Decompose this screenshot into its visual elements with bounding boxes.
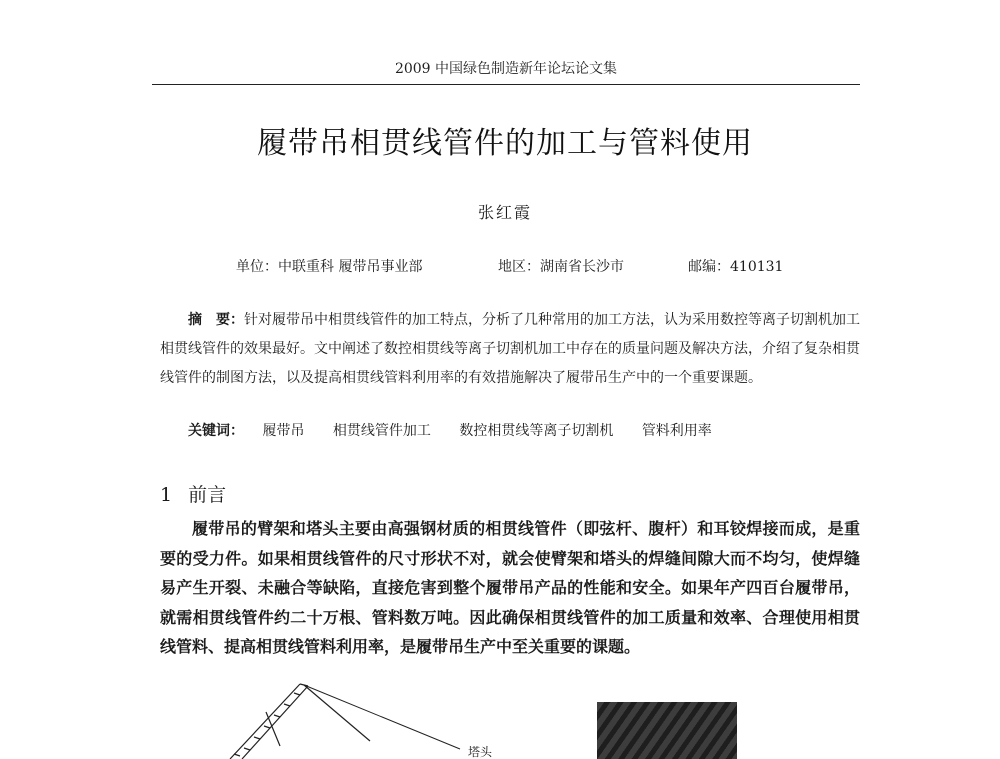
section-title: 前言 <box>188 484 227 506</box>
keyword-item: 相贯线管件加工 <box>332 423 431 439</box>
keywords <box>188 420 868 440</box>
crane-cable <box>304 685 370 741</box>
keywords-label: 关键词： <box>188 423 244 439</box>
running-header <box>152 58 860 85</box>
affiliation-postcode: 邮编：410131 <box>688 259 784 275</box>
crane-boom-line <box>230 684 300 759</box>
affiliation-unit: 单位：中联重科 履带吊事业部 <box>236 259 423 275</box>
crane-cable <box>304 685 460 749</box>
abstract-label: 摘 要： <box>188 312 244 328</box>
keyword-item: 数控相贯线等离子切割机 <box>459 423 614 439</box>
abstract <box>160 306 860 393</box>
section-number: 1 <box>160 484 173 506</box>
figure-label: 塔头 <box>468 745 493 759</box>
author-name: 张红霞 <box>477 203 532 222</box>
crane-mast <box>266 712 280 746</box>
crane-figure <box>220 676 520 759</box>
running-header-text: 2009 中国绿色制造新年论坛论文集 <box>394 61 618 77</box>
crane-lattice <box>234 693 300 756</box>
figure-photo <box>597 702 737 759</box>
paper-title: 履带吊相贯线管件的加工与管料使用 <box>257 126 753 161</box>
abstract-text: 针对履带吊中相贯线管件的加工特点，分析了几种常用的加工方法，认为采用数控等离子切割机加工相贯线管件的效果最好。文中阐述了数控相贯线等离子切割机加工中存在的质量问题及解决方法，介绍了复杂相贯线管件的制图方法，以及提高相贯线管料利用率的有效措施解决了履带吊生产中的一个重要课题。 <box>160 312 860 386</box>
keyword-item: 履带吊 <box>262 423 305 439</box>
crane-boom-line <box>242 686 308 759</box>
body-paragraph: 履带吊的臂架和塔头主要由高强钢材质的相贯线管件（即弦杆、腹杆）和耳铰焊接而成，是重要的受力件。如果相贯线管件的尺寸形状不对，就会使臂架和塔头的焊缝间隙大而不均匀，使焊缝易产生开裂、未融合等缺陷，直接危害到整个履带吊产品的性能和安全。如果年产四百台履带吊，就需相贯线管件约二十万根、管料数万吨。因此确保相贯线管件的加工质量和效率、合理使用相贯线管料、提高相贯线管料利用率，是履带吊生产中至关重要的课题。 <box>160 519 860 656</box>
keyword-item: 管料利用率 <box>641 423 712 439</box>
section-heading <box>160 480 226 507</box>
affiliation-region: 地区：湖南省长沙市 <box>498 259 624 275</box>
